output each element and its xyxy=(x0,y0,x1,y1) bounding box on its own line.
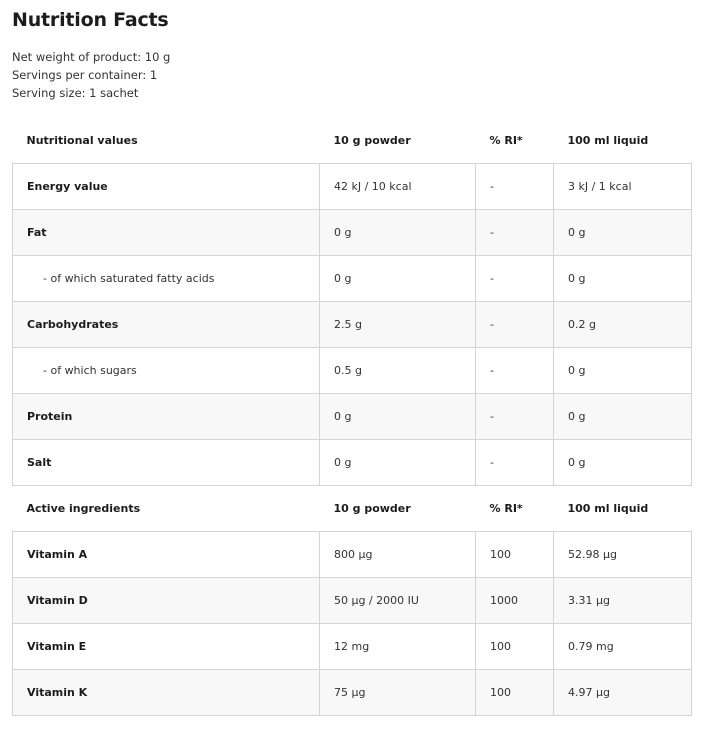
nutrient-name: Salt xyxy=(13,440,320,486)
ingredient-name: Vitamin A xyxy=(13,532,320,578)
ri-value: - xyxy=(476,302,554,348)
powder-value: 42 kJ / 10 kcal xyxy=(320,164,476,210)
liquid-value: 3 kJ / 1 kcal xyxy=(554,164,692,210)
header-liquid: 100 ml liquid xyxy=(567,134,649,147)
ri-value: 100 xyxy=(476,532,554,578)
liquid-value: 0 g xyxy=(554,256,692,302)
powder-value: 2.5 g xyxy=(320,302,476,348)
liquid-value: 0 g xyxy=(554,348,692,394)
powder-value: 0.5 g xyxy=(320,348,476,394)
ri-value: 100 xyxy=(476,670,554,716)
liquid-value: 0 g xyxy=(554,210,692,256)
ri-value: - xyxy=(476,164,554,210)
powder-value: 0 g xyxy=(320,256,476,302)
header-active-ingredients: Active ingredients xyxy=(26,502,141,515)
powder-value: 0 g xyxy=(320,210,476,256)
liquid-value: 0.2 g xyxy=(554,302,692,348)
header-ri: % RI* xyxy=(489,502,523,515)
header-powder: 10 g powder xyxy=(333,502,411,515)
powder-value: 0 g xyxy=(320,394,476,440)
table-row xyxy=(13,532,692,578)
ri-value: - xyxy=(476,256,554,302)
table-row xyxy=(13,302,692,348)
servings-per-container-text: Servings per container: 1 xyxy=(12,68,158,82)
liquid-value: 52.98 µg xyxy=(554,532,692,578)
table-row xyxy=(13,578,692,624)
liquid-value: 0.79 mg xyxy=(554,624,692,670)
active-header-row xyxy=(13,486,692,532)
table-row xyxy=(13,440,692,486)
ri-value: 100 xyxy=(476,624,554,670)
powder-value: 75 µg xyxy=(320,670,476,716)
header-powder: 10 g powder xyxy=(333,134,411,147)
nutrient-name: Protein xyxy=(13,394,320,440)
nutrient-name: Fat xyxy=(13,210,320,256)
nutrition-table xyxy=(12,118,692,716)
liquid-value: 0 g xyxy=(554,440,692,486)
header-liquid: 100 ml liquid xyxy=(567,502,649,515)
nutrient-name: Carbohydrates xyxy=(13,302,320,348)
ingredient-name: Vitamin E xyxy=(13,624,320,670)
ingredient-name: Vitamin K xyxy=(13,670,320,716)
header-ri: % RI* xyxy=(489,134,523,147)
net-weight-text: Net weight of product: 10 g xyxy=(12,50,171,64)
serving-size-text: Serving size: 1 sachet xyxy=(12,86,139,100)
liquid-value: 0 g xyxy=(554,394,692,440)
page-title: Nutrition Facts xyxy=(12,9,169,31)
ri-value: 1000 xyxy=(476,578,554,624)
nutrient-name: Energy value xyxy=(13,164,320,210)
table-row xyxy=(13,164,692,210)
liquid-value: 3.31 µg xyxy=(554,578,692,624)
table-row xyxy=(13,210,692,256)
powder-value: 800 µg xyxy=(320,532,476,578)
nutrient-name: - of which sugars xyxy=(13,348,320,394)
ri-value: - xyxy=(476,210,554,256)
table-row xyxy=(13,256,692,302)
powder-value: 0 g xyxy=(320,440,476,486)
table-row xyxy=(13,394,692,440)
nutrition-header-row xyxy=(13,118,692,164)
table-row xyxy=(13,624,692,670)
product-meta xyxy=(12,48,170,102)
ri-value: - xyxy=(476,348,554,394)
header-nutritional-values: Nutritional values xyxy=(26,134,138,147)
powder-value: 12 mg xyxy=(320,624,476,670)
ri-value: - xyxy=(476,394,554,440)
liquid-value: 4.97 µg xyxy=(554,670,692,716)
table-row xyxy=(13,670,692,716)
ri-value: - xyxy=(476,440,554,486)
nutrient-name: - of which saturated fatty acids xyxy=(13,256,320,302)
table-row xyxy=(13,348,692,394)
ingredient-name: Vitamin D xyxy=(13,578,320,624)
powder-value: 50 µg / 2000 IU xyxy=(320,578,476,624)
